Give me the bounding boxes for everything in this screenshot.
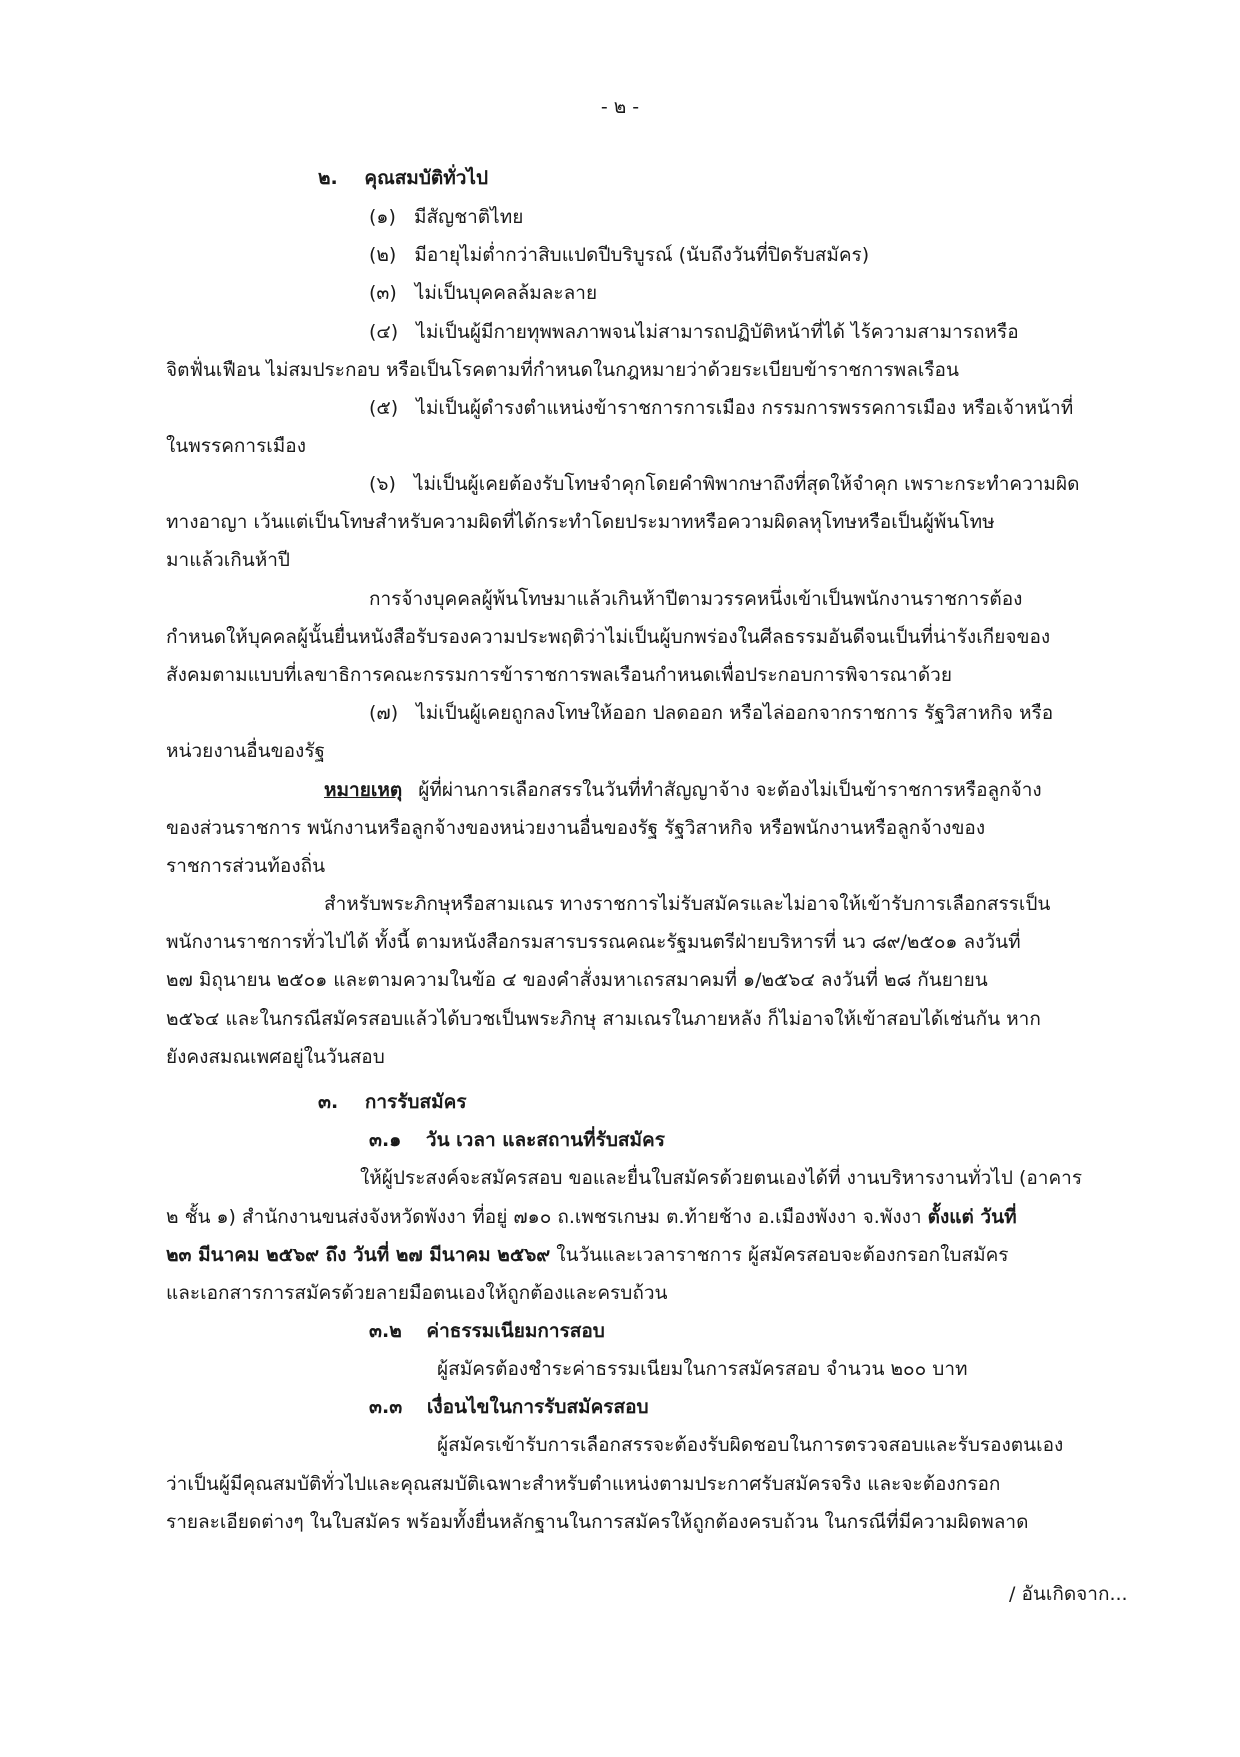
item-number: (๖) xyxy=(369,473,396,495)
monk-paragraph-line3: ๒๗ มิถุนายน ๒๕๐๑ และตามความในข้อ ๔ ของคำสั่งมหาเถรสมาคมที่ ๑/๒๕๖๔ ลงวันที่ ๒๘ กันยายน xyxy=(166,969,988,991)
qualification-item-2 xyxy=(369,240,869,270)
section-number: ๒. xyxy=(318,167,338,189)
subsection-3-1-line3 xyxy=(166,1240,1009,1270)
pardon-paragraph-line3: สังคมตามแบบที่เลขาธิการคณะกรรมการข้าราชการพลเรือนกำหนดเพื่อประกอบการพิจารณาด้วย xyxy=(166,664,952,686)
pardon-paragraph-line1: การจ้างบุคคลผู้พ้นโทษมาแล้วเกินห้าปีตามวรรคหนึ่งเข้าเป็นพนักงานราชการต้อง xyxy=(369,588,1023,610)
note-line2: ของส่วนราชการ พนักงานหรือลูกจ้างของหน่วยงานอื่นของรัฐ รัฐวิสาหกิจ หรือพนักงานหรือลูกจ้างของ xyxy=(166,817,986,839)
item-text: ไม่เป็นผู้ดำรงตำแหน่งข้าราชการการเมือง กรรมการพรรคการเมือง หรือเจ้าหน้าที่ xyxy=(416,397,1074,419)
subsection-number: ๓.๑ xyxy=(369,1129,402,1151)
qualification-item-6-cont2: มาแล้วเกินห้าปี xyxy=(166,549,290,571)
subsection-3-1-line4: และเอกสารการสมัครด้วยลายมือตนเองให้ถูกต้องและครบถ้วน xyxy=(166,1282,668,1304)
exam-fee-text: ผู้สมัครต้องชำระค่าธรรมเนียมในการสมัครสอบ จำนวน ๒๐๐ บาท xyxy=(437,1358,968,1380)
qualification-item-5 xyxy=(369,393,1073,423)
monk-paragraph-line2: พนักงานราชการทั่วไปได้ ทั้งนี้ ตามหนังสือกรมสารบรรณคณะรัฐมนตรีฝ่ายบริหารที่ นว ๘๙/๒๕๐๑ ลงวันที่ xyxy=(166,931,1021,953)
subsection-number: ๓.๒ xyxy=(369,1320,402,1342)
note-paragraph xyxy=(324,775,1042,805)
qualification-item-4 xyxy=(369,317,1125,347)
qualification-item-4-cont: จิตฟั่นเฟือน ไม่สมประกอบ หรือเป็นโรคตามที่กำหนดในกฎหมายว่าด้วยระเบียบข้าราชการพลเรือน xyxy=(166,359,959,381)
monk-paragraph-line5: ยังคงสมณเพศอยู่ในวันสอบ xyxy=(166,1046,385,1068)
subsection-3-1-line1: ให้ผู้ประสงค์จะสมัครสอบ ขอและยื่นใบสมัครด้วยตนเองได้ที่ งานบริหารงานทั่วไป (อาคาร xyxy=(360,1167,1083,1189)
item-number: (๔) xyxy=(369,321,399,343)
monk-paragraph-line1: สำหรับพระภิกษุหรือสามเณร ทางราชการไม่รับสมัครและไม่อาจให้เข้ารับการเลือกสรรเป็น xyxy=(324,893,1051,915)
subsection-number: ๓.๓ xyxy=(369,1396,403,1418)
subsection-3-1-heading xyxy=(369,1125,665,1155)
section-2-heading xyxy=(318,163,488,193)
address-text: ๒ ชั้น ๑) สำนักงานขนส่งจังหวัดพังงา ที่อยู่ ๗๑๐ ถ.เพชรเกษม ต.ท้ายช้าง อ.เมืองพังงา จ.พังงา xyxy=(166,1206,928,1228)
qualification-item-3 xyxy=(369,278,597,308)
subsection-3-3-line3: รายละเอียดต่างๆ ในใบสมัคร พร้อมทั้งยื่นหลักฐานในการสมัครให้ถูกต้องครบถ้วน ในกรณีที่มีความผิดพลาด xyxy=(166,1511,1029,1533)
subsection-title: ค่าธรรมเนียมการสอบ xyxy=(426,1320,605,1342)
application-period: ๒๓ มีนาคม ๒๕๖๙ ถึง วันที่ ๒๗ มีนาคม ๒๕๖๙ xyxy=(166,1244,551,1266)
item-text: มีสัญชาติไทย xyxy=(413,206,524,228)
qualification-item-7-cont: หน่วยงานอื่นของรัฐ xyxy=(166,740,326,762)
item-text: ไม่เป็นผู้เคยถูกลงโทษให้ออก ปลดออก หรือไล่ออกจากราชการ รัฐวิสาหกิจ หรือ xyxy=(416,702,1054,724)
section-3-heading xyxy=(318,1087,467,1117)
item-number: (๒) xyxy=(369,244,397,266)
subsection-title: เงื่อนไขในการรับสมัครสอบ xyxy=(426,1396,649,1418)
continuation-text: / อันเกิดจาก... xyxy=(1009,1583,1128,1605)
qualification-item-7 xyxy=(369,698,1053,728)
item-number: (๑) xyxy=(369,206,396,228)
note-label: หมายเหตุ xyxy=(324,779,403,801)
section-title: คุณสมบัติทั่วไป xyxy=(364,167,489,189)
item-text: มีอายุไม่ต่ำกว่าสิบแปดปีบริบูรณ์ (นับถึงวันที่ปิดรับสมัคร) xyxy=(414,244,870,266)
item-number: (๓) xyxy=(369,282,397,304)
subsection-3-2-heading xyxy=(369,1316,605,1346)
pardon-paragraph-line2: กำหนดให้บุคคลผู้นั้นยื่นหนังสือรับรองความประพฤติว่าไม่เป็นผู้บกพร่องในศีลธรรมอันดีจนเป็นที่น่ารังเกียจของ xyxy=(166,626,1051,648)
subsection-3-3-heading xyxy=(369,1392,649,1422)
item-number: (๗) xyxy=(369,702,399,724)
section-number: ๓. xyxy=(318,1091,339,1113)
item-text: ไม่เป็นผู้เคยต้องรับโทษจำคุกโดยคำพิพากษาถึงที่สุดให้จำคุก เพราะกระทำความผิด xyxy=(413,473,1080,495)
page-number: - ๒ - xyxy=(600,96,640,118)
qualification-item-5-cont: ในพรรคการเมือง xyxy=(166,435,306,457)
subsection-3-1-line2 xyxy=(166,1202,1017,1232)
section-title: การรับสมัคร xyxy=(364,1091,467,1113)
note-line3: ราชการส่วนท้องถิ่น xyxy=(166,855,326,877)
qualification-item-1 xyxy=(369,202,523,232)
subsection-title: วัน เวลา และสถานที่รับสมัคร xyxy=(425,1129,665,1151)
subsection-3-3-line2: ว่าเป็นผู้มีคุณสมบัติทั่วไปและคุณสมบัติเฉพาะสำหรับตำแหน่งตามประกาศรับสมัครจริง และจะต้องกรอก xyxy=(166,1473,1001,1495)
application-note: ในวันและเวลาราชการ ผู้สมัครสอบจะต้องกรอกใบสมัคร xyxy=(550,1244,1009,1266)
date-start-label: ตั้งแต่ วันที่ xyxy=(927,1206,1017,1228)
note-text: ผู้ที่ผ่านการเลือกสรรในวันที่ทำสัญญาจ้าง จะต้องไม่เป็นข้าราชการหรือลูกจ้าง xyxy=(418,779,1042,801)
subsection-3-3-line1: ผู้สมัครเข้ารับการเลือกสรรจะต้องรับผิดชอบในการตรวจสอบและรับรองตนเอง xyxy=(437,1434,1064,1456)
item-number: (๕) xyxy=(369,397,399,419)
monk-paragraph-line4: ๒๕๖๔ และในกรณีสมัครสอบแล้วได้บวชเป็นพระภิกษุ สามเณรในภายหลัง ก็ไม่อาจให้เข้าสอบได้เช่นกัน หาก xyxy=(166,1008,1041,1030)
item-text: ไม่เป็นบุคคลล้มละลาย xyxy=(414,282,598,304)
item-text: ไม่เป็นผู้มีกายทุพพลภาพจนไม่สามารถปฏิบัติหน้าที่ได้ ไร้ความสามารถหรือ xyxy=(416,321,1019,343)
qualification-item-6 xyxy=(369,469,1079,499)
qualification-item-6-cont: ทางอาญา เว้นแต่เป็นโทษสำหรับความผิดที่ได้กระทำโดยประมาทหรือความผิดลหุโทษหรือเป็นผู้พ้นโทษ xyxy=(166,511,995,533)
